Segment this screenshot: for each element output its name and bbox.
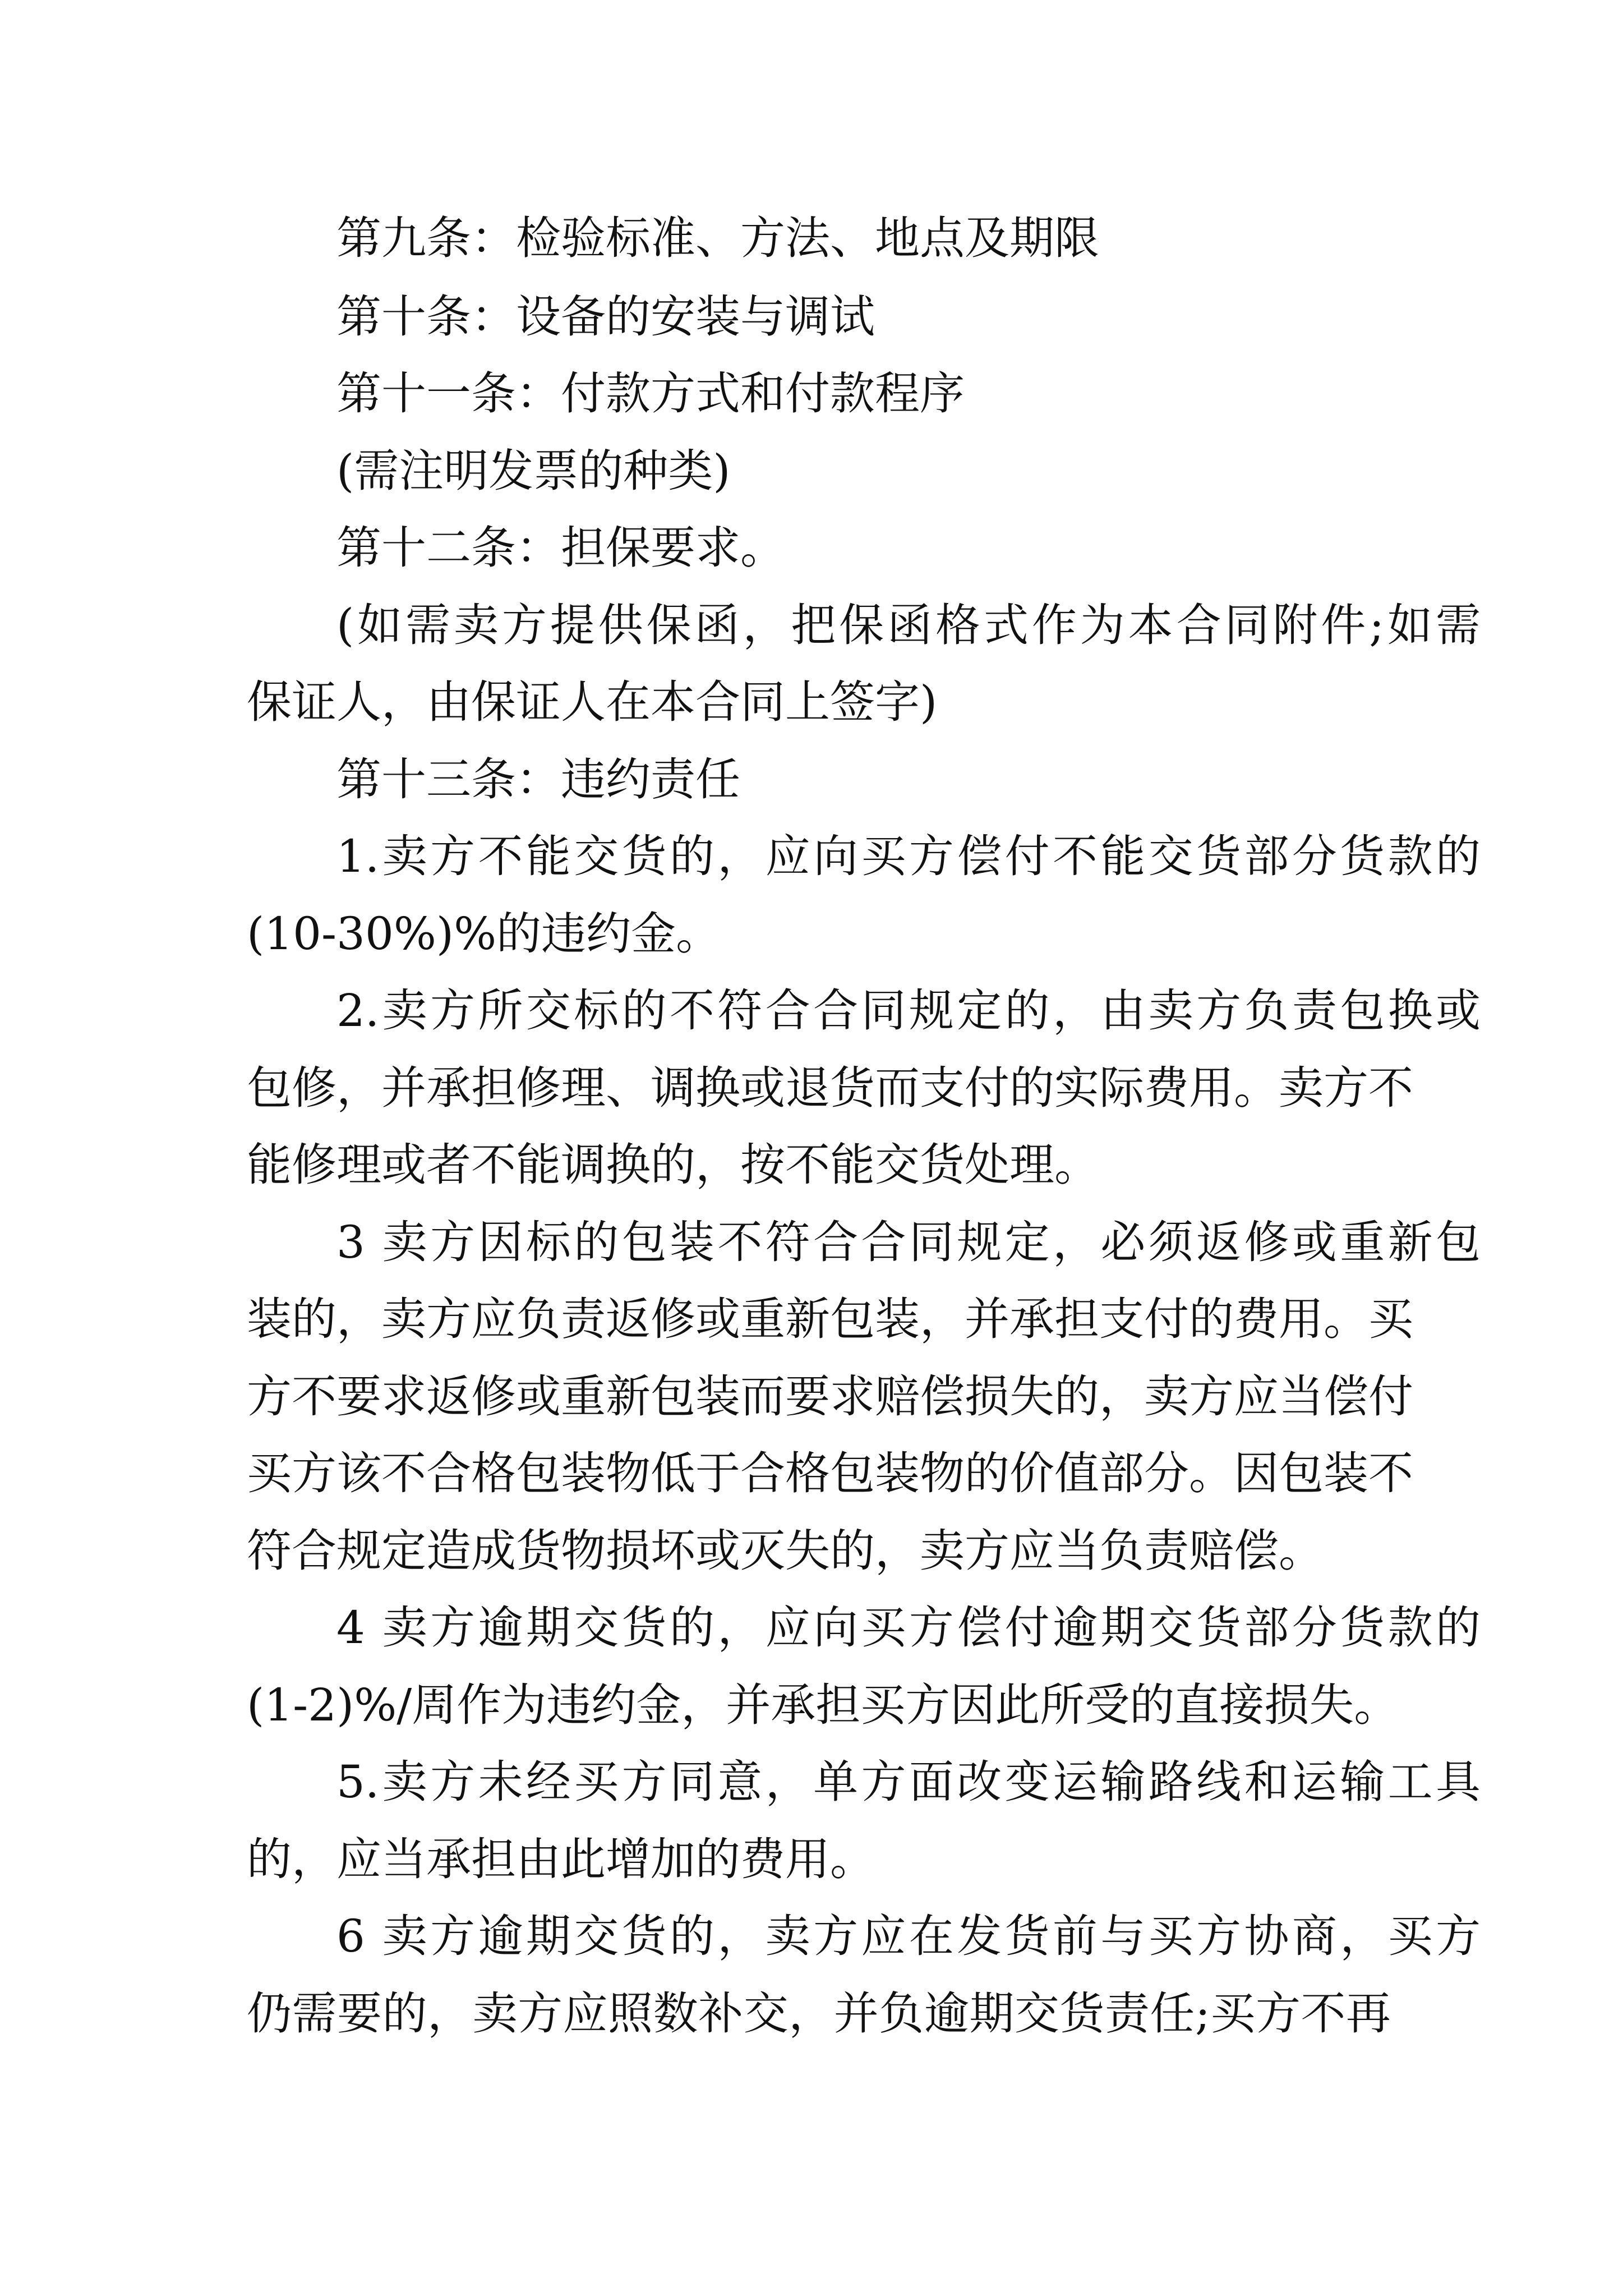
article-12-note-line-2: 保证人，由保证人在本合同上签字) (247, 676, 938, 728)
clause-3-line-3: 方不要求返修或重新包装而要求赔偿损失的，卖方应当偿付 (247, 1370, 1413, 1423)
article-13-heading: 第十三条：违约责任 (336, 753, 740, 806)
clause-4-line-2: (1-2)%/周作为违约金，并承担买方因此所受的直接损失。 (247, 1679, 1399, 1731)
clause-6-line-2: 仍需要的，卖方应照数补交，并负逾期交货责任;买方不再 (247, 1987, 1391, 2040)
article-12-heading: 第十二条：担保要求。 (336, 522, 785, 574)
article-10-heading: 第十条：设备的安装与调试 (336, 291, 875, 343)
clause-6-line-1: 6 卖方逾期交货的，卖方应在发货前与买方协商，买方 (336, 1910, 1481, 1962)
clause-2-line-1: 2.卖方所交标的不符合合同规定的，由卖方负责包换或 (336, 984, 1481, 1037)
clause-2-line-3: 能修理或者不能调换的，按不能交货处理。 (247, 1139, 1099, 1191)
clause-5-line-2: 的，应当承担由此增加的费用。 (247, 1833, 875, 1885)
clause-5-line-1: 5.卖方未经买方同意，单方面改变运输路线和运输工具 (336, 1756, 1481, 1808)
article-11-heading: 第十一条：付款方式和付款程序 (336, 367, 965, 420)
clause-3-line-2: 装的，卖方应负责返修或重新包装，并承担支付的费用。买 (247, 1293, 1413, 1345)
article-9-heading: 第九条：检验标准、方法、地点及期限 (336, 212, 1099, 264)
article-12-note-line-1: (如需卖方提供保函，把保函格式作为本合同附件;如需 (336, 599, 1481, 651)
clause-1-line-2: (10-30%)%的违约金。 (247, 908, 721, 960)
clause-4-line-1: 4 卖方逾期交货的，应向买方偿付逾期交货部分货款的 (336, 1602, 1481, 1654)
clause-1-line-1: 1.卖方不能交货的，应向买方偿付不能交货部分货款的 (336, 830, 1481, 882)
clause-3-line-5: 符合规定造成货物损坏或灭失的，卖方应当负责赔偿。 (247, 1525, 1324, 1577)
clause-3-line-1: 3 卖方因标的包装不符合合同规定，必须返修或重新包 (336, 1216, 1481, 1268)
article-11-note: (需注明发票的种类) (336, 445, 731, 497)
clause-3-line-4: 买方该不合格包装物低于合格包装物的价值部分。因包装不 (247, 1447, 1413, 1499)
clause-2-line-2: 包修，并承担修理、调换或退货而支付的实际费用。卖方不 (247, 1062, 1413, 1114)
